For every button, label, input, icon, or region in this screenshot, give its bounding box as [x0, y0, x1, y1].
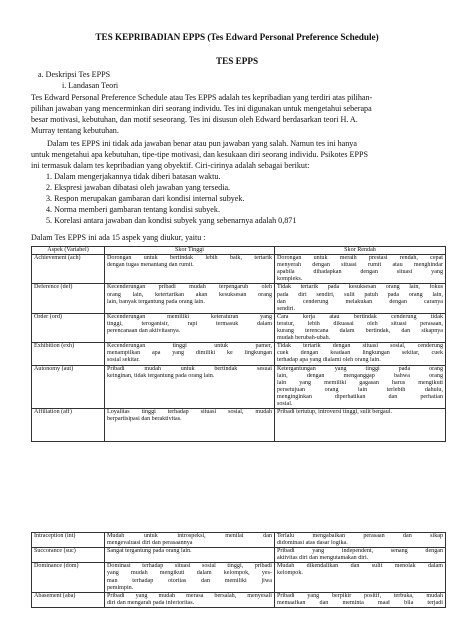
cell-text-line: Mudah untuk introspeksi, menilai dan — [107, 533, 272, 539]
aspects-table — [31, 246, 446, 442]
low-score-cell — [275, 284, 446, 313]
cell-text-line: menginginkan diperhatikan dan perhatian — [277, 393, 443, 400]
low-score-cell — [275, 343, 446, 365]
table-row — [32, 343, 446, 365]
aspects-table-continued — [31, 532, 446, 608]
list-item: 2. Ekspresi jawaban dibatasi oleh jawaban yang tersedia. — [46, 183, 231, 192]
cell-text-line: didominasi atas dasar logika. — [277, 540, 348, 547]
cell-text-line: orang lain, ketertarikan akan kesuksesan orang — [107, 291, 272, 298]
low-score-cell — [275, 533, 446, 548]
table-row — [32, 313, 446, 342]
cell-text-line: keinginan, tidak tergantung pada orang lain. — [107, 372, 215, 379]
aspect-cell: Affiliation (aff) — [32, 409, 105, 442]
high-score-cell — [105, 409, 275, 442]
cell-text-line: Kecenderungan memiliki keteraturan yang — [107, 313, 272, 320]
cell-text-line: Pribadi yang berpikir positif, terbuka, mudah — [277, 592, 443, 599]
cell-text-line: kelompok. — [277, 570, 303, 577]
cell-text-line: memaafkan dan meminta maaf bila terjadi — [277, 599, 443, 606]
cell-text-line: terhadap apa yang dialami oleh orang lain. — [277, 357, 381, 364]
aspect-cell: Deference (def) — [32, 284, 105, 313]
aspect-cell: Abasement (aba) — [32, 592, 105, 607]
cell-text-line: Cara kerja atau bertindak cenderung tidak — [277, 313, 443, 320]
cell-text-line: Dominasi terhadap situasi sosial tinggi, pribadi — [107, 563, 272, 570]
table-row — [32, 409, 446, 442]
paragraph-line: Dalam tes EPPS ini tidak ada jawaban benar atau pun jawaban yang salah. Namun tes ini hanya — [47, 139, 357, 148]
aspect-cell: Dominance (dom) — [32, 563, 105, 592]
table-intro: Dalam Tes EPPS ini ada 15 aspek yang diukur, yaitu : — [31, 233, 206, 242]
cell-text-line: teratur, lebih dikuasai oleh situasi perasaan, — [277, 320, 443, 327]
cell-text-line: lain, dengan menganggap bahwa orang — [277, 372, 443, 379]
list-item: 3. Respon merupakan gambaran dari kondisi internal subyek. — [46, 194, 245, 203]
cell-text-line: persetujuan orang lain terlebih dahulu, — [277, 386, 443, 393]
cell-text-line: Dorongan untuk bertindak lebih baik, tertarik — [107, 255, 272, 262]
cell-text-line: Kecenderungan pribadi mudah terpengaruh oleh — [107, 284, 272, 291]
cell-text-line: aktivitas diri dan mengutamakan diri. — [277, 555, 369, 562]
list-item: 1. Dalam mengerjakannya tidak diberi batasan waktu. — [46, 172, 221, 181]
header-low-score: Skor Rendah — [275, 247, 446, 255]
low-score-cell — [275, 409, 446, 442]
aspect-cell: Exhibition (exh) — [32, 343, 105, 365]
aspect-cell: Intraception (int) — [32, 533, 105, 548]
cell-text-line: kurang terencana dalam bertindak, dan sikapnya — [277, 328, 443, 335]
high-score-cell — [105, 343, 275, 365]
paragraph-line: ini termasuk dalam tes kepribadian yang obyektif. Ciri-cirinya adalah sebagai berikut: — [31, 161, 310, 170]
list-item: 4. Norma memberi gambaran tentang kondisi subyek. — [46, 205, 220, 214]
aspect-cell: Succorance (suc) — [32, 548, 105, 563]
document-title: TES KEPRIBADIAN EPPS (Tes Edward Personal Preference Schedule) — [95, 32, 379, 42]
cell-text-line: Pribadi tertutup, introversi tinggi, sulit bergaul. — [277, 409, 392, 416]
high-score-cell — [105, 533, 275, 548]
table-row — [32, 592, 446, 607]
table-row — [32, 563, 446, 592]
cell-text-line: lain yang memiliki gagasan harus mengikuti — [277, 379, 443, 386]
cell-text-line: sosial sekitar. — [107, 357, 140, 364]
high-score-cell — [105, 313, 275, 342]
aspect-cell: Autonomy (aut) — [32, 365, 105, 409]
high-score-cell — [105, 255, 275, 284]
list-item: 5. Korelasi antara jawaban dan kondisi subyek yang sebenarnya adalah 0,871 — [46, 216, 297, 225]
low-score-cell — [275, 365, 446, 409]
paragraph-line: pilihan jawaban yang mencerminkan diri seorang individu. Tes ini digunakan untuk mengetahui seberapa — [31, 104, 372, 113]
high-score-cell — [105, 592, 275, 607]
table-row — [32, 365, 446, 409]
aspect-cell: Order (ord) — [32, 313, 105, 342]
table-row — [32, 548, 446, 563]
high-score-cell — [105, 548, 275, 563]
cell-text-line: mengevaluasi diri dan perasaannya — [107, 540, 193, 547]
cell-text-line: diri dan mengarah pada inferioritas. — [107, 599, 195, 606]
cell-text-line: dan cenderung melakukan dengan caranya — [277, 298, 443, 305]
cell-text-line: Pribadi yang mudah merasa bersalah, menyesali — [107, 592, 272, 599]
cell-text-line: sendiri. — [277, 305, 296, 312]
paragraph-line: besar motivasi, kebutuhan, dan motif seseorang. Tes ini disusun oleh Edward berdasarkan teori H. A. — [31, 115, 358, 124]
cell-text-line: berpartisipasi dan beraktivitas. — [107, 416, 182, 423]
low-score-cell — [275, 255, 446, 284]
paragraph-line: Murray tentang kebutuhan. — [31, 126, 119, 135]
cell-text-line: Loyalitas tinggi terhadap situasi sosial, mudah — [107, 409, 272, 416]
cell-text-line: Tidak tertarik pada kesuksesan orang lain, fokus — [277, 284, 443, 291]
aspect-cell: Achievement (ach) — [32, 255, 105, 284]
cell-text-line: dengan tugas menantang dan rumit. — [107, 262, 194, 269]
cell-text-line: Mudah dikendalikan dan sulit menolak dalam — [277, 563, 443, 570]
cell-text-line: Dorongan untuk meraih prestasi rendah, cepat — [277, 255, 443, 262]
header-high-score: Skor Tinggi — [105, 247, 275, 255]
cell-text-line: cuek dengan keadaan lingkungan sekitar, cuek — [277, 350, 443, 357]
low-score-cell — [275, 548, 446, 563]
cell-text-line: pemimpin. — [107, 584, 134, 591]
cell-text-line: man terhadap otoritas dan memiliki jiwa — [107, 577, 272, 584]
cell-text-line: Sangat tergantung pada orang lain. — [107, 548, 192, 555]
paragraph-line: untuk mengetahui apa kebutuhan, tipe-tipe motivasi, dan kesukaan diri seorang individu. Psikotes EPPS — [31, 150, 368, 159]
cell-text-line: lain, banyak tergantung pada orang lain. — [107, 298, 205, 305]
high-score-cell — [105, 365, 275, 409]
table-row — [32, 533, 446, 548]
cell-text-line: mudah berubah-ubah. — [277, 335, 331, 342]
header-aspect: Aspek (Variabel) — [32, 247, 105, 255]
cell-text-line: menyerah dengan situasi rumit atau menghindar — [277, 262, 443, 269]
section-heading: a. Deskripsi Tes EPPS — [38, 70, 111, 79]
table-header-row — [32, 247, 446, 255]
table-row — [32, 255, 446, 284]
cell-text-line: Terlalu mengabaikan perasaan dan sikap — [277, 533, 443, 539]
cell-text-line: Pribadi mudah untuk bertindak sesuai — [107, 365, 272, 372]
cell-text-line: Tidak tertarik dengan situasi sosial, cenderung — [277, 343, 443, 350]
cell-text-line: yang mudah mengikuti dalam kelompok, yes- — [107, 570, 272, 577]
high-score-cell — [105, 563, 275, 592]
low-score-cell — [275, 592, 446, 607]
cell-text-line: Kecenderungan tinggi untuk pamer, — [107, 343, 272, 350]
cell-text-line: Pribadi yang independent, senang dengan — [277, 548, 443, 555]
high-score-cell — [105, 284, 275, 313]
cell-text-line: perencanaan dan aktivitasnya. — [107, 328, 181, 335]
cell-text-line: sosial. — [277, 400, 293, 407]
cell-text-line: apabila dihadapkan dengan situasi yang — [277, 269, 443, 276]
cell-text-line: menampilkan apa yang dimiliki ke lingkungan — [107, 350, 272, 357]
cell-text-line: pada diri sendiri, sulit patuh pada orang lain, — [277, 291, 443, 298]
cell-text-line: kompleks. — [277, 276, 303, 283]
subsection-heading: i. Landasan Teori — [62, 81, 119, 90]
low-score-cell — [275, 313, 446, 342]
paragraph-line: Tes Edward Personal Preference Schedule atau Tes EPPS adalah tes kepribadian yang terdiri atas pilihan- — [31, 93, 373, 102]
document-subtitle: TES EPPS — [215, 56, 259, 66]
cell-text-line: tinggi, teroganisir, rapi termasuk dalam — [107, 320, 272, 327]
low-score-cell — [275, 563, 446, 592]
table-row — [32, 284, 446, 313]
cell-text-line: Ketergantungan yang tinggi pada orang — [277, 365, 443, 372]
